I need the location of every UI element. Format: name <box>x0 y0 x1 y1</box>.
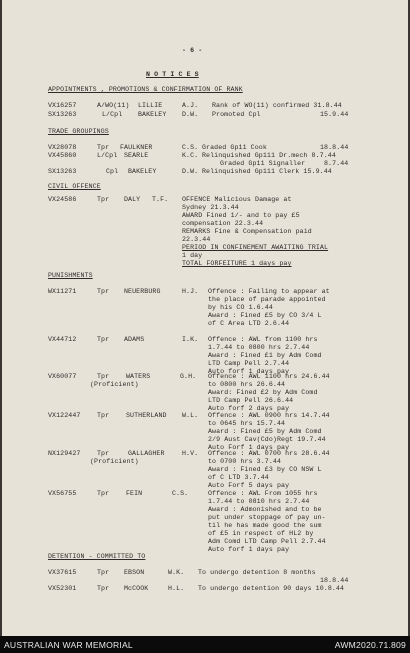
page-title: N O T I C E S <box>146 71 199 78</box>
section-heading-trade-groupings: TRADE GROUPINGS <box>48 128 109 135</box>
document-page: - 6 - N O T I C E S APPOINTMENTS , PROMOTIONS & CONFIRMATION OF RANK VX16257 A/WO(11) LILLIE A.J. Rank of WO(11) confirmed 31.8.44 SX13263 L/Cpl BAKELEY D.W. Promoted Cpl 15.9.44 TRADE GROUPINGS VX28078 Tpr FAULKNER C.S. Graded Gp11 Cook 18.8.44 VX45860 L/Cpl SEARLE K.C. Relinquished Gp111 Dr.mech 8.7.44 Graded Gp11 Signaller 8.7.44 SX13263 Cpl BAKELEY D.W. Relinquished Gp111 Clerk 15.9.44 CIVIL OFFENCE VX24586 Tpr DALY T.F. OFFENCE Malicious Damage at Sydney 21.3.44 AWARD Fined 1/- and to pay £5 compensation 22.3.44 REMARKS Fine & Compensation paid 22.3.44 PERIOD IN CONFINEMENT AWAITING TRIAL 1 day TOTAL FORFEITURE 1 days pay PUNISHMENTS WX11271 Tpr NEUERBURG H.J. Offence : Failing to appear at the place of parade appointed by his CO 1.6.44 Award : Fined £5 by CO 3/4 L of C Area LTD 2.6.44 VX44712 Tpr ADAMS I.K. Offence : AWL from 1100 hrs 1.7.44 to 0800 hrs 2.7.44 Award : Fined £1 by Adm Comd LTD Camp Pell 2.7.44 Auto forf 1 days pay VX60077 Tpr WATERS (Proficient) G.H. Offence : AWL 1100 hrs 24.6.44 to 0800 hrs 26.6.44 Award: Fined £2 by Adm Comd LTD Camp Pell 26.6.44 Auto forf 2 days pay VX122447 Tpr SUTHERLAND W.L. Offence : AWL 0900 hrs 14.7.44 to 0645 hrs 15.7.44 Award : Fined £5 by Adm Comd 2/9 Aust Cav(Cdo)Regt 19.7.44 Auto Forf 1 days pay NX129427 Tpr GALLAGHER (Proficient) H.V. Offence : AWL 0700 hrs 28.6.44 to 0700 hrs 3.7.44 Award : Fined £3 by CO NSW L of C LTD 3.7.44 Auto Forf 5 days pay VX56755 Tpr FEIN C.S. Offence : AWL From 1055 hrs 1.7.44 to 0810 hrs 2.7.44 Award : Admonished and to be put under stoppage of pay un- til he has made good the sum of £5 in respect of HL2 by Adm Comd LTD Camp Pell 2.7.44 Auto forf 1 days pay DETENTION - COMMITTED TO VX37615 Tpr EBSON W.K. To undergo detention 8 months 18.8.44 VX52301 Tpr McCOOK H.L. To undergo detention 90 days 10.8.44 <box>2 0 408 636</box>
archive-reference: AWM2020.71.809 <box>334 640 406 650</box>
page-number: - 6 - <box>182 47 203 54</box>
section-heading-civil-offence: CIVIL OFFENCE <box>48 183 101 190</box>
section-heading-detention: DETENTION - COMMITTED TO <box>48 553 146 560</box>
section-heading-appointments: APPOINTMENTS , PROMOTIONS & CONFIRMATION OF RANK <box>48 86 243 93</box>
archive-footer-bar <box>0 636 410 653</box>
archive-name: AUSTRALIAN WAR MEMORIAL <box>4 640 133 650</box>
section-heading-punishments: PUNISHMENTS <box>48 272 93 279</box>
